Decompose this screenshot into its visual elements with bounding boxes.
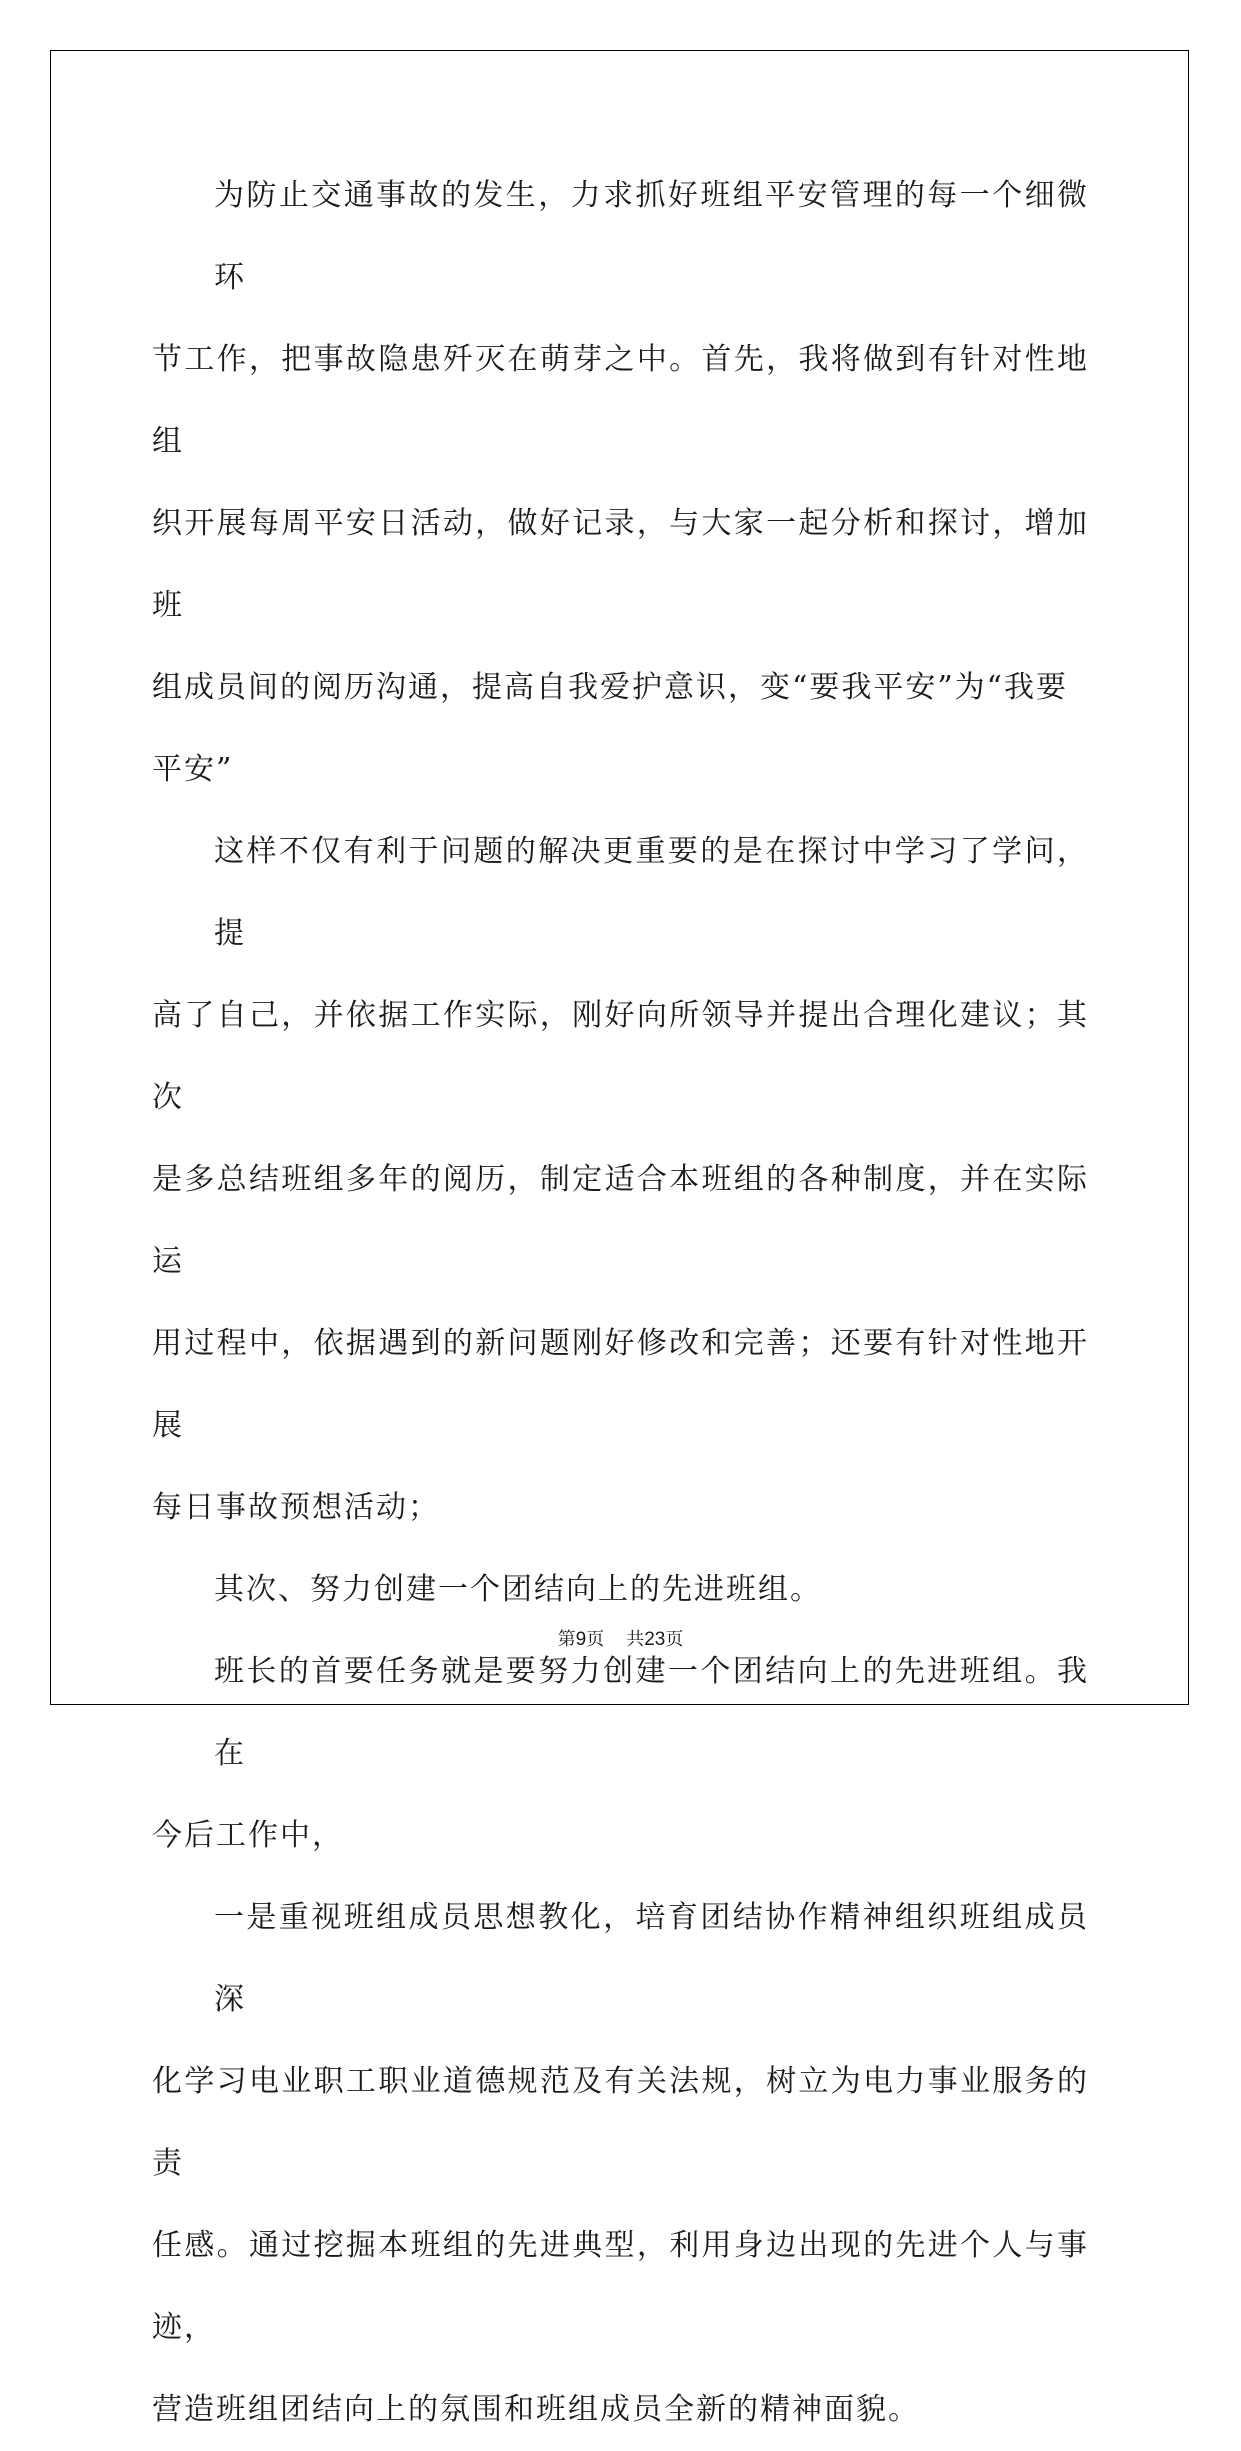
text-line: 今后工作中， — [152, 1818, 344, 1853]
text-line: 高了自己，并依据工作实际，刚好向所领导并提出合理化建议；其次 — [152, 998, 1089, 1115]
text-line: 一是重视班组成员思想教化，培育团结协作精神组织班组成员深 — [214, 1900, 1089, 2017]
text-line: 任感。通过挖掘本班组的先进典型，利用身边出现的先进个人与事迹， — [152, 2228, 1089, 2345]
page-footer — [0, 1625, 1241, 1651]
paragraph-5 — [152, 1877, 1089, 2451]
text-line: 这样不仅有利于问题的解决更重要的是在探讨中学习了学问，提 — [214, 834, 1089, 951]
text-line: 班长的首要任务就是要努力创建一个团结向上的先进班组。我在 — [214, 1654, 1089, 1771]
paragraph-1 — [152, 155, 1089, 811]
page-prefix: 第 — [557, 1629, 576, 1650]
total-pages: 23 — [644, 1629, 666, 1650]
text-line: 其次、努力创建一个团结向上的先进班组。 — [214, 1572, 822, 1607]
paragraph-4 — [152, 1631, 1089, 1877]
document-body — [152, 155, 1089, 2451]
text-line: 是多总结班组多年的阅历，制定适合本班组的各种制度，并在实际运 — [152, 1162, 1089, 1279]
text-line: 用过程中，依据遇到的新问题刚好修改和完善；还要有针对性地开展 — [152, 1326, 1089, 1443]
paragraph-2 — [152, 811, 1089, 1549]
text-line: 每日事故预想活动； — [152, 1490, 440, 1525]
text-line: 平安” — [152, 752, 234, 787]
text-line: 节工作，把事故隐患歼灭在萌芽之中。首先，我将做到有针对性地组 — [152, 342, 1089, 459]
total-prefix: 共 — [626, 1629, 645, 1650]
text-line: 为防止交通事故的发生，力求抓好班组平安管理的每一个细微环 — [214, 178, 1089, 295]
page-number: 9 — [575, 1629, 587, 1650]
total-suffix: 页 — [665, 1629, 684, 1650]
text-line: 组成员间的阅历沟通，提高自我爱护意识，变“要我平安”为“我要 — [152, 670, 1069, 705]
paragraph-3 — [152, 1549, 1089, 1631]
text-line: 织开展每周平安日活动，做好记录，与大家一起分析和探讨，增加班 — [152, 506, 1089, 623]
text-line: 营造班组团结向上的氛围和班组成员全新的精神面貌。 — [152, 2392, 920, 2427]
page-suffix: 页 — [586, 1629, 605, 1650]
text-line: 化学习电业职工职业道德规范及有关法规，树立为电力事业服务的责 — [152, 2064, 1089, 2181]
